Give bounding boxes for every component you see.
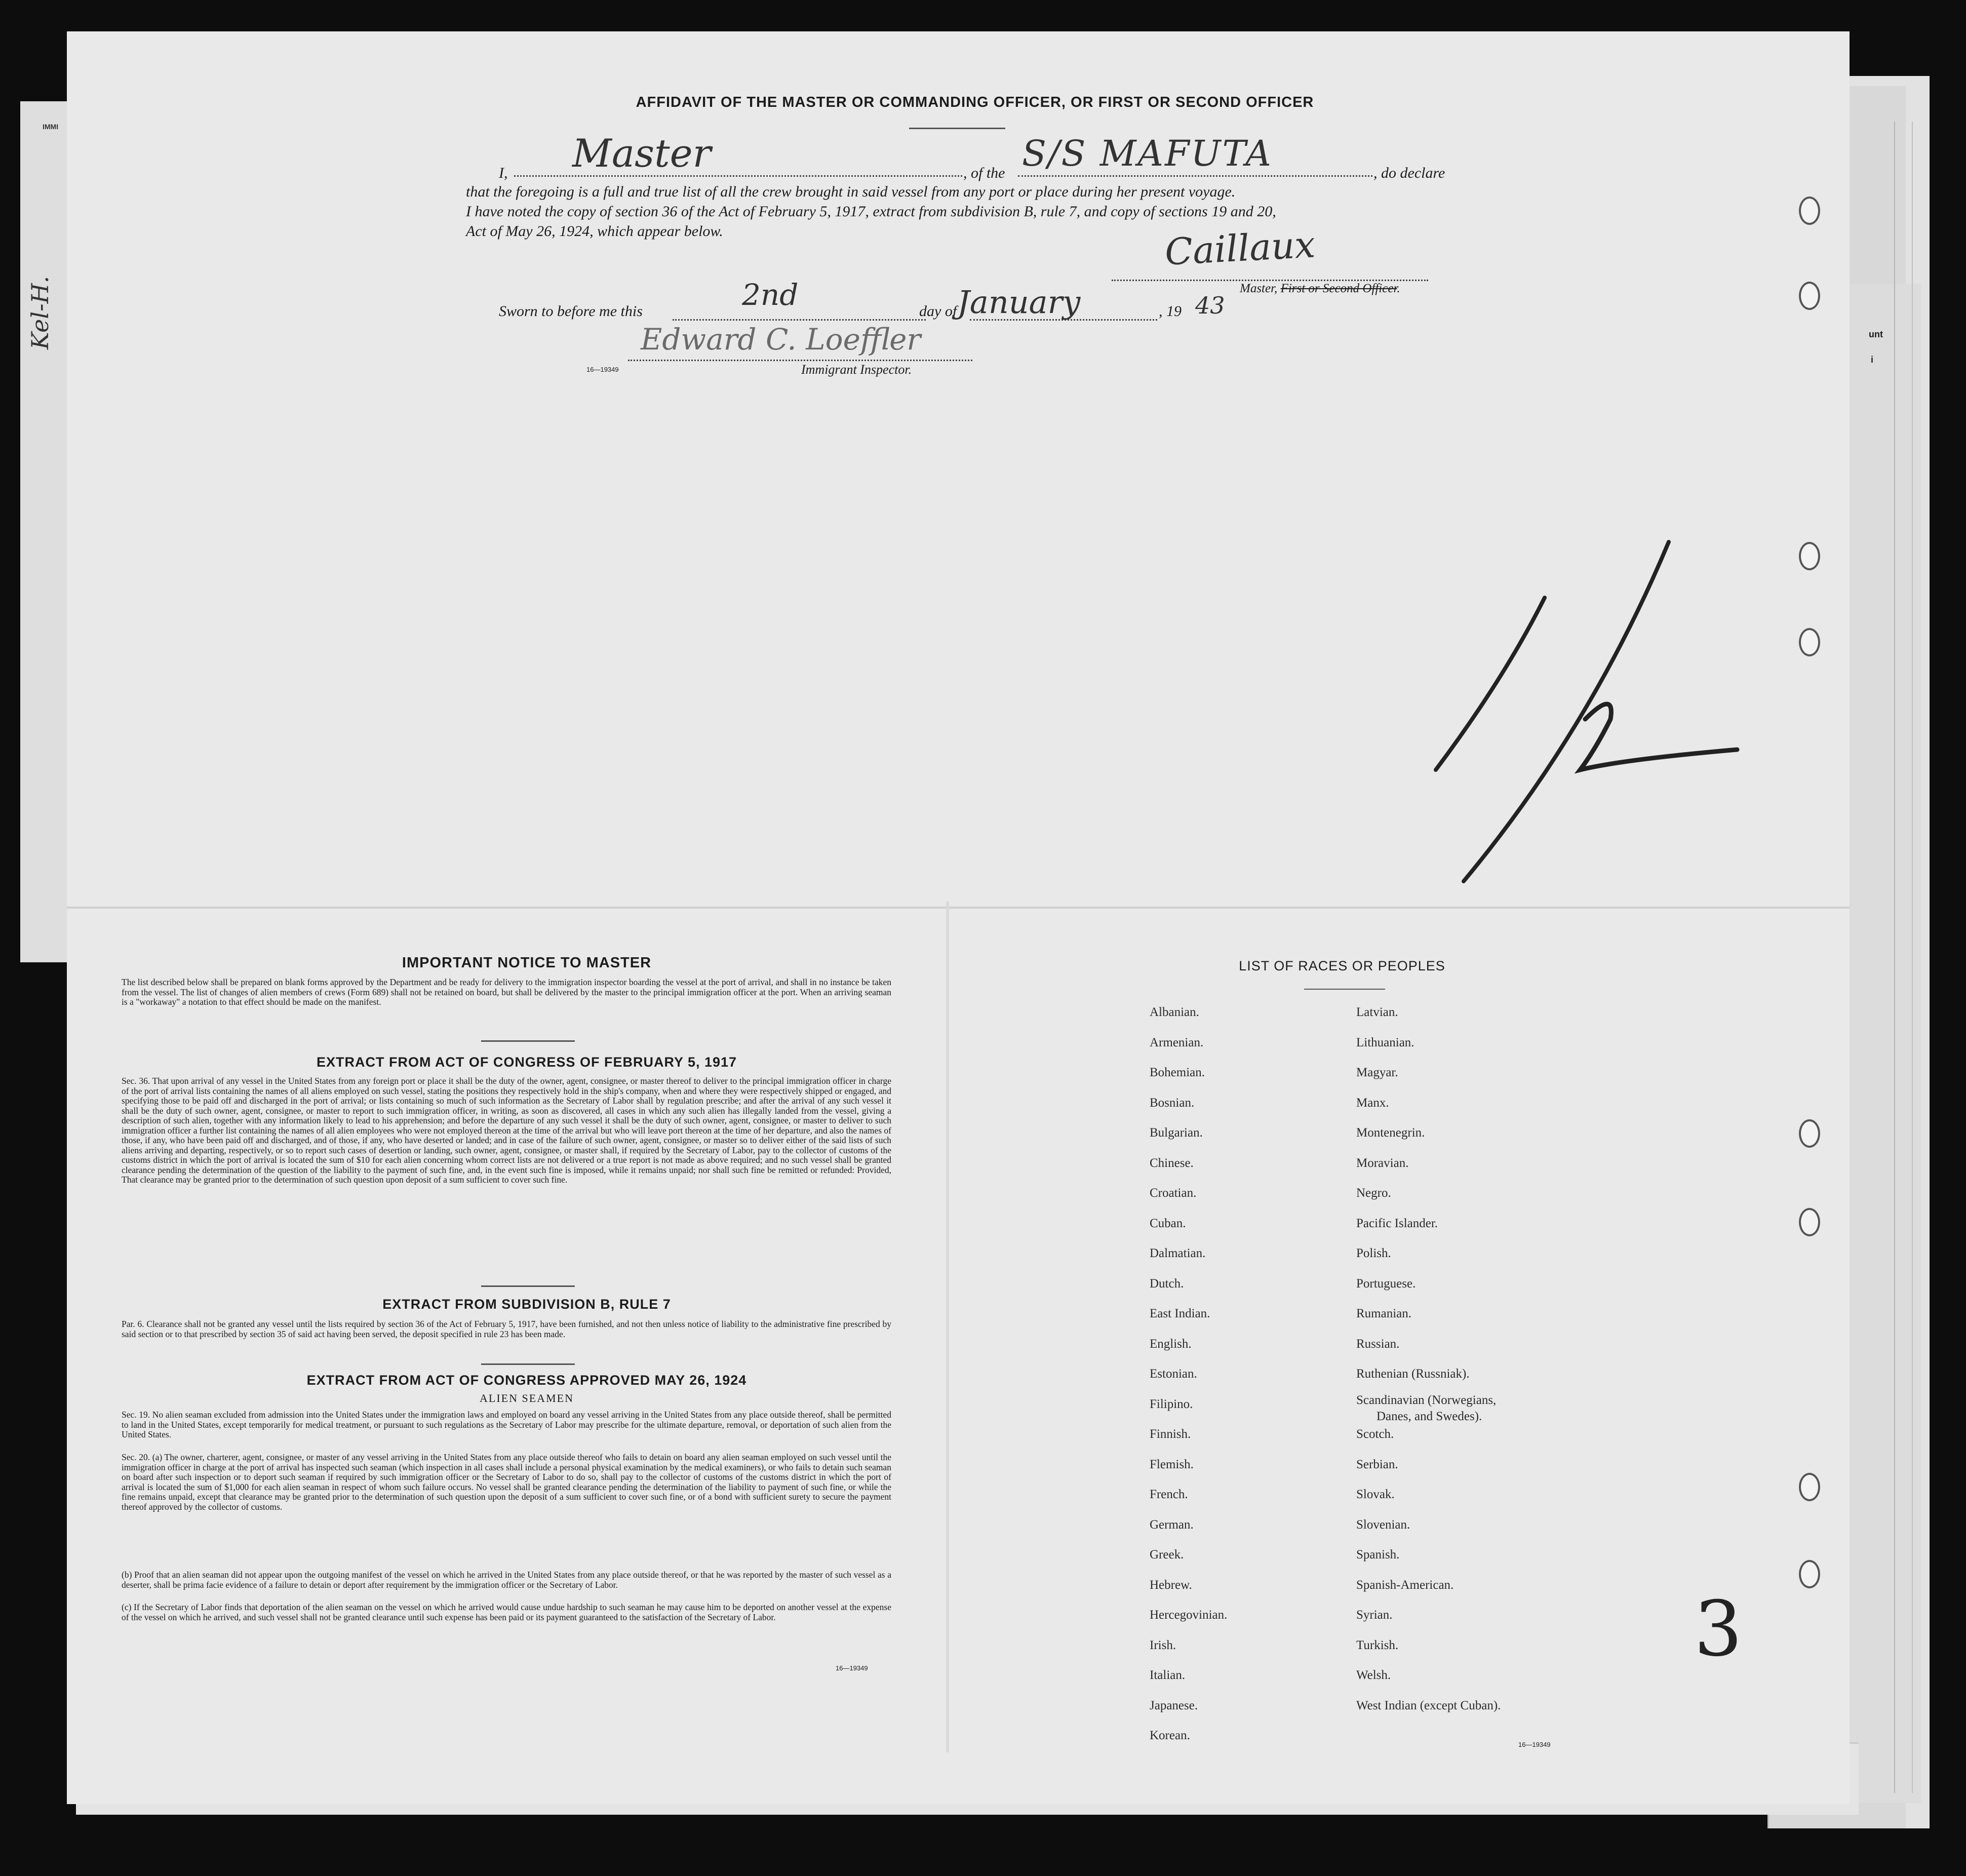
fold-line xyxy=(946,902,949,1752)
race-item: Finnish. xyxy=(1150,1427,1191,1441)
race-item: Syrian. xyxy=(1356,1608,1393,1622)
ruled-line xyxy=(1894,122,1895,1793)
race-item: Bulgarian. xyxy=(1150,1126,1203,1140)
race-item: English. xyxy=(1150,1337,1192,1351)
race-item: Montenegrin. xyxy=(1356,1126,1425,1140)
right-edge-label: i xyxy=(1871,355,1874,365)
race-item: Albanian. xyxy=(1150,1005,1199,1019)
race-item: Serbian. xyxy=(1356,1457,1398,1471)
race-item: Spanish. xyxy=(1356,1548,1400,1561)
caption-end: . xyxy=(1397,282,1400,295)
race-item: Hercegovinian. xyxy=(1150,1608,1228,1622)
race-item: Hebrew. xyxy=(1150,1578,1192,1592)
year-prefix: , 19 xyxy=(1159,303,1182,320)
affidavit-body-line: I have noted the copy of section 36 of the Act of February 5, 1917, extract from subdivision B, rule 7, and copy of sections 19 and 20, xyxy=(466,203,1276,220)
fraction-stroke xyxy=(1436,598,1545,770)
sec20a-text: Sec. 20. (a) The owner, charterer, agent, consignee, or master of any vessel arriving in the United States from any place outside thereof who fails to detain on board any alien seaman employed on such vessel until the immigration officer in charge at the port of arrival has inspected such seaman (which inspection in all cases shall include a personal physical examination by the medical examiners), or who fails to detain such seaman on board after such inspection or to deport such seaman if required by such immigration officer or the Secretary of Labor to do so, shall pay to the collector of customs of the customs district in which the port of arrival is located the sum of $1,000 for each alien seaman in respect of whom such failure occurs. No vessel shall be granted clearance pending the determination of the liability to payment of such fine, or while the fine remains unpaid, except that clearance may be granted prior to the determination of such question upon the deposit of a sum sufficient to cover such fine, or of a bond with sufficient surety to secure the payment thereof approved by the collector of customs. xyxy=(122,1452,891,1512)
race-item: Armenian. xyxy=(1150,1035,1204,1049)
race-item: Lithuanian. xyxy=(1356,1035,1414,1049)
race-item: Moravian. xyxy=(1356,1156,1409,1170)
race-item: Slovak. xyxy=(1356,1488,1395,1501)
fraction-two xyxy=(1580,704,1737,770)
form-number: 16—19349 xyxy=(836,1664,868,1672)
race-item: Latvian. xyxy=(1356,1005,1398,1019)
section-rule xyxy=(1304,989,1385,990)
extract-1924-title: EXTRACT FROM ACT OF CONGRESS APPROVED MAY 26, 1924 xyxy=(306,1373,747,1388)
vessel-name-handwriting: S/S MAFUTA xyxy=(1022,133,1273,174)
race-item: Chinese. xyxy=(1150,1156,1194,1170)
section-rule xyxy=(481,1363,575,1365)
sec19-text: Sec. 19. No alien seaman excluded from admission into the United States under the immigration laws and employed on board any vessel arriving in the United States from any place outside thereof, shall be permitted to land in the United States, except temporarily for medical treatment, or pursuant to such regulations as the Secretary of Labor may prescribe for the ultimate departure, removal, or deportation of such alien from the United States. xyxy=(122,1410,891,1439)
right-edge-label: unt xyxy=(1869,329,1883,339)
declarant-handwriting: Master xyxy=(572,131,711,176)
day-of-label: day of xyxy=(919,303,957,320)
race-item: Portuguese. xyxy=(1356,1276,1416,1291)
fold-line xyxy=(67,907,1850,909)
extract-1917-title: EXTRACT FROM ACT OF CONGRESS OF FEBRUARY 5, 1917 xyxy=(316,1054,737,1070)
fraction-slash xyxy=(1464,542,1669,881)
race-item: Spanish-American. xyxy=(1356,1578,1454,1592)
punch-hole xyxy=(1799,1560,1820,1588)
sec20b-text: (b) Proof that an alien seaman did not appear upon the outgoing manifest of the vessel on which he arrived in the United States from any place outside thereof, or that he was reported by the master of such vessel as a deserter, shall be prima facie evidence of a failure to detain or deport after requirement by the immigration officer or the Secretary of Labor. xyxy=(122,1570,891,1590)
race-item: Manx. xyxy=(1356,1096,1389,1110)
notice-title: IMPORTANT NOTICE TO MASTER xyxy=(402,955,652,971)
sworn-label: Sworn to before me this xyxy=(499,303,643,320)
races-title: LIST OF RACES OR PEOPLES xyxy=(1239,958,1445,973)
punch-hole xyxy=(1799,1473,1820,1501)
left-margin-handwriting: Kel-H. xyxy=(26,276,54,349)
race-item: Turkish. xyxy=(1356,1638,1399,1652)
race-item: French. xyxy=(1150,1488,1188,1501)
race-item: German. xyxy=(1150,1517,1194,1532)
form-number: 16—19349 xyxy=(586,366,619,373)
race-item: Magyar. xyxy=(1356,1066,1398,1079)
left-margin-label: IMMI xyxy=(43,123,59,131)
race-item: Slovenian. xyxy=(1356,1517,1410,1532)
punch-hole xyxy=(1799,282,1820,310)
caption-struck: First or Second Officer xyxy=(1280,282,1397,295)
sworn-month-handwriting: January xyxy=(957,284,1081,321)
race-item: Greek. xyxy=(1150,1548,1184,1561)
race-item: Negro. xyxy=(1356,1186,1391,1200)
race-item: Bosnian. xyxy=(1150,1096,1195,1110)
punch-hole xyxy=(1799,197,1820,225)
extract-1917-text: Sec. 36. That upon arrival of any vessel in the United States from any foreign port or place it shall be the duty of the owner, agent, consignee, or master thereof to deliver to the principal immigration officer in charge of the port of arrival lists containing the names of all aliens employed on such vessel, stating the positions they respectively hold in the ship's company, when and where they were respectively shipped or engaged, and specifying those to be paid off and discharged in the port of arrival; or lists containing so much of such information as the Secretary of Labor shall by regulation prescribe; and after the arrival of any such vessel it shall be the duty of such owner, agent, consignee, or master to report to such immigration officer, in writing, as soon as discovered, all cases in which any such alien has illegally landed from the vessel, giving a description of such alien, together with any information likely to lead to his apprehension; and before the departure of any such vessel it shall be the duty of such owner, agent, consignee, or master to deliver to such immigration officer a further list containing the names of all alien employees who were not employed thereon at the time of the arrival but who will leave port thereon at the time of her departure, and also the names of those, if any, who have been paid off and discharged, and of those, if any, who have deserted or landed; and in case of the failure of such owner, agent, consignee, or master so to deliver either of the said lists of such aliens arriving and departing, respectively, or so to report such cases of desertion or landing, such owner, agent, consignee, or master shall, if required by the Secretary of Labor, pay to the collector of customs of the customs district in which the port of arrival is located the sum of $10 for each alien concerning whom correct lists are not delivered or a true report is not made as above required; and no such vessel shall be granted clearance pending the determination of the question of the liability to the payment of such fine, and, in the event such fine is imposed, while it remains unpaid; nor shall such fine be remitted or refunded: Provided, That clearance may be granted prior to the determination of such question upon deposit of a sum sufficient to cover such fine. xyxy=(122,1076,891,1185)
sec20c-text: (c) If the Secretary of Labor finds that deportation of the alien seaman on the vessel on which he arrived would cause undue hardship to such seaman he may cause him to be deported on another vessel at the expense of the vessel on which he arrived, and such vessel shall not be granted clearance until such expense has been paid or its payment guaranteed to the satisfaction of the Secretary of Labor. xyxy=(122,1602,891,1622)
punch-hole xyxy=(1799,1119,1820,1148)
signature-line xyxy=(1112,279,1428,281)
race-item: Rumanian. xyxy=(1356,1307,1412,1320)
race-item: Polish. xyxy=(1356,1246,1391,1260)
race-item: Pacific Islander. xyxy=(1356,1216,1438,1230)
title-rule xyxy=(909,128,1005,129)
section-rule xyxy=(481,1040,575,1042)
race-item: Dalmatian. xyxy=(1150,1246,1206,1260)
caption-master: Master, xyxy=(1240,282,1278,295)
race-item: West Indian (except Cuban). xyxy=(1356,1698,1501,1712)
inspector-caption: Immigrant Inspector. xyxy=(801,362,912,377)
race-item: Estonian. xyxy=(1150,1367,1197,1381)
race-item: Russian. xyxy=(1356,1337,1400,1351)
of-the-label: , of the xyxy=(963,165,1005,181)
race-item: Welsh. xyxy=(1356,1668,1391,1682)
race-item: Croatian. xyxy=(1150,1186,1197,1200)
affidavit-title: AFFIDAVIT OF THE MASTER OR COMMANDING OFFICER, OR FIRST OR SECOND OFFICER xyxy=(636,94,1314,110)
sworn-day-line xyxy=(673,318,926,321)
race-item: Japanese. xyxy=(1150,1698,1198,1712)
race-item: Irish. xyxy=(1150,1638,1176,1652)
extract-rule7-text: Par. 6. Clearance shall not be granted any vessel until the lists required by section 36 of the Act of February 5, 1917, have been furnished, and not then unless notice of liability to the administrative fine prescribed by said section or to that prescribed by section 35 of said act having been served, the deposit specified in rule 23 has been made. xyxy=(122,1319,891,1339)
notice-text: The list described below shall be prepared on blank forms approved by the Department and be ready for delivery to the immigration inspector boarding the vessel at the port of arrival, and shall in no instance be taken from the vessel. The list of changes of alien members of crews (Form 689) shall not be retained on board, but shall be delivered by the master to the principal immigration officer at the port. When an arriving seaman is a "workaway" a notation to that effect should be made on the manifest. xyxy=(122,977,891,1007)
race-item: Cuban. xyxy=(1150,1216,1186,1230)
race-item: Danes, and Swedes). xyxy=(1377,1409,1482,1423)
race-item: Korean. xyxy=(1150,1729,1190,1742)
master-signature: Caillaux xyxy=(1164,223,1316,273)
race-item: Flemish. xyxy=(1150,1457,1194,1471)
form-number: 16—19349 xyxy=(1518,1741,1551,1748)
affidavit-body-line: Act of May 26, 1924, which appear below. xyxy=(466,223,723,240)
fraction-annotation xyxy=(1408,527,1762,891)
vessel-line xyxy=(1018,174,1372,177)
race-item: Dutch. xyxy=(1150,1276,1184,1291)
race-item: East Indian. xyxy=(1150,1307,1210,1320)
year-handwriting: 43 xyxy=(1195,292,1225,319)
race-item: Filipino. xyxy=(1150,1397,1193,1411)
race-item: Italian. xyxy=(1150,1668,1186,1682)
affidavit-body-line: that the foregoing is a full and true list of all the crew brought in said vessel from any port or place during her present voyage. xyxy=(466,183,1236,200)
race-item: Scandinavian (Norwegians, xyxy=(1356,1393,1497,1407)
punch-hole xyxy=(1799,628,1820,656)
signature-caption xyxy=(1240,282,1400,296)
race-item: Scotch. xyxy=(1356,1427,1394,1441)
inspector-signature: Edward C. Loeffler xyxy=(641,322,921,357)
race-item: Ruthenian (Russniak). xyxy=(1356,1367,1470,1381)
ruled-line xyxy=(1912,122,1913,1793)
inspector-line xyxy=(628,359,972,361)
do-declare-label: , do declare xyxy=(1373,165,1445,181)
declarant-prefix: I, xyxy=(499,165,508,181)
punch-hole xyxy=(1799,542,1820,570)
extract-rule7-title: EXTRACT FROM SUBDIVISION B, RULE 7 xyxy=(382,1297,671,1312)
punch-hole xyxy=(1799,1208,1820,1236)
page-mark-handwriting: 3 xyxy=(1694,1585,1743,1673)
sworn-day-handwriting: 2nd xyxy=(742,278,799,312)
race-item: Bohemian. xyxy=(1150,1066,1205,1079)
extract-1924-subtitle: ALIEN SEAMEN xyxy=(480,1392,574,1404)
section-rule xyxy=(481,1285,575,1287)
